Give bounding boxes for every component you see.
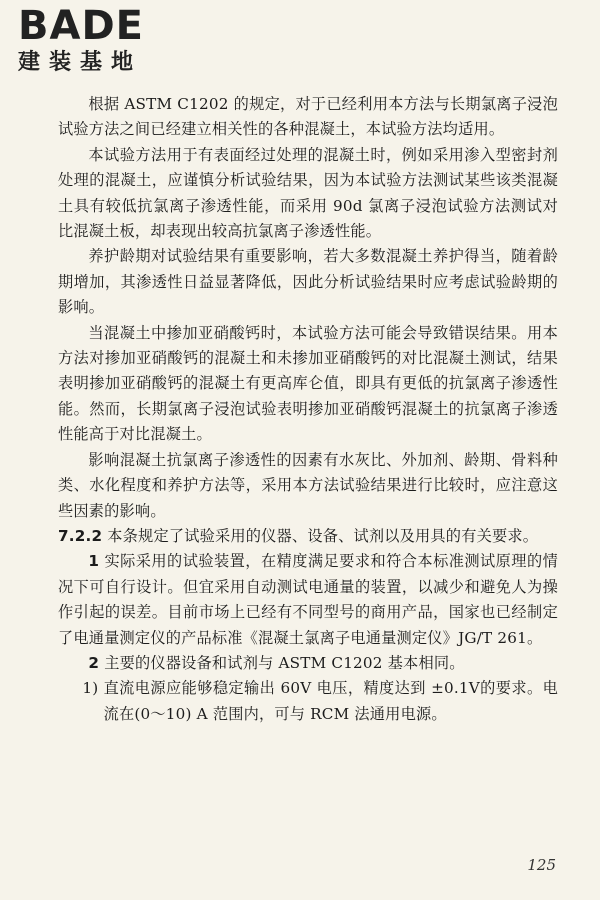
page-number: 125 [527, 856, 556, 874]
paragraph-2: 本试验方法用于有表面经过处理的混凝土时，例如采用渗入型密封剂处理的混凝土，应谨慎分析试验结果，因为本试验方法测试某些该类混凝土具有较低抗氯离子渗透性能，而采用 90d 氯离子浸泡试验方法测试对比混凝土板，却表现出较高抗氯离子渗透性能。 [58, 145, 558, 241]
subitem-1-text: 直流电源应能够稳定输出 60V 电压，精度达到 ±0.1V的要求。电流在(0～10) A 范围内，可与 RCM 法通用电源。 [103, 679, 558, 723]
paragraph-4: 当混凝土中掺加亚硝酸钙时，本试验方法可能会导致错误结果。用本方法对掺加亚硝酸钙的混凝土和未掺加亚硝酸钙的对比混凝土测试，结果表明掺加亚硝酸钙的混凝土有更高库仑值，即具有更低的抗氯离子渗透性能。然而，长期氯离子浸泡试验表明掺加亚硝酸钙混凝土的抗氯离子渗透性能高于对比混凝土。 [58, 323, 558, 444]
item-1 [58, 549, 558, 651]
logo-brand-text: BADE [18, 3, 144, 49]
page-body [58, 92, 558, 727]
item-1-text: 实际采用的试验装置，在精度满足要求和符合本标准测试原理的情况下可自行设计。但宜采用自动测试电通量的装置，以减少和避免人为操作引起的误差。目前市场上已经有不同型号的商用产品，国家也已经制定了电通量测定仪的产品标准《混凝土氯离子电通量测定仪》JG/T 261。 [58, 552, 558, 647]
item-2-text: 主要的仪器设备和试剂与 ASTM C1202 基本相同。 [104, 653, 465, 672]
paragraph-5: 影响混凝土抗氯离子渗透性的因素有水灰比、外加剂、龄期、骨料种类、水化程度和养护方法等，采用本方法试验结果进行比较时，应注意这些因素的影响。 [58, 450, 558, 520]
paragraph-1: 根据 ASTM C1202 的规定，对于已经利用本方法与长期氯离子浸泡试验方法之间已经建立相关性的各种混凝土，本试验方法均适用。 [58, 95, 558, 139]
paragraph-3: 养护龄期对试验结果有重要影响，若大多数混凝土养护得当，随着龄期增加，其渗透性日益显著降低，因此分析试验结果时应考虑试验龄期的影响。 [58, 247, 558, 317]
logo-subtitle: 建装基地 [18, 50, 143, 75]
item-1-number: 1 [88, 552, 100, 571]
subitem-1-number: 1) [82, 679, 99, 698]
item-2-number: 2 [88, 653, 100, 672]
clause-7-2-2 [58, 524, 558, 549]
clause-text: 本条规定了试验采用的仪器、设备、试剂以及用具的有关要求。 [107, 526, 539, 545]
clause-number: 7.2.2 [58, 526, 103, 545]
site-logo [18, 3, 144, 78]
item-2 [58, 651, 558, 676]
subitem-1 [58, 676, 558, 727]
